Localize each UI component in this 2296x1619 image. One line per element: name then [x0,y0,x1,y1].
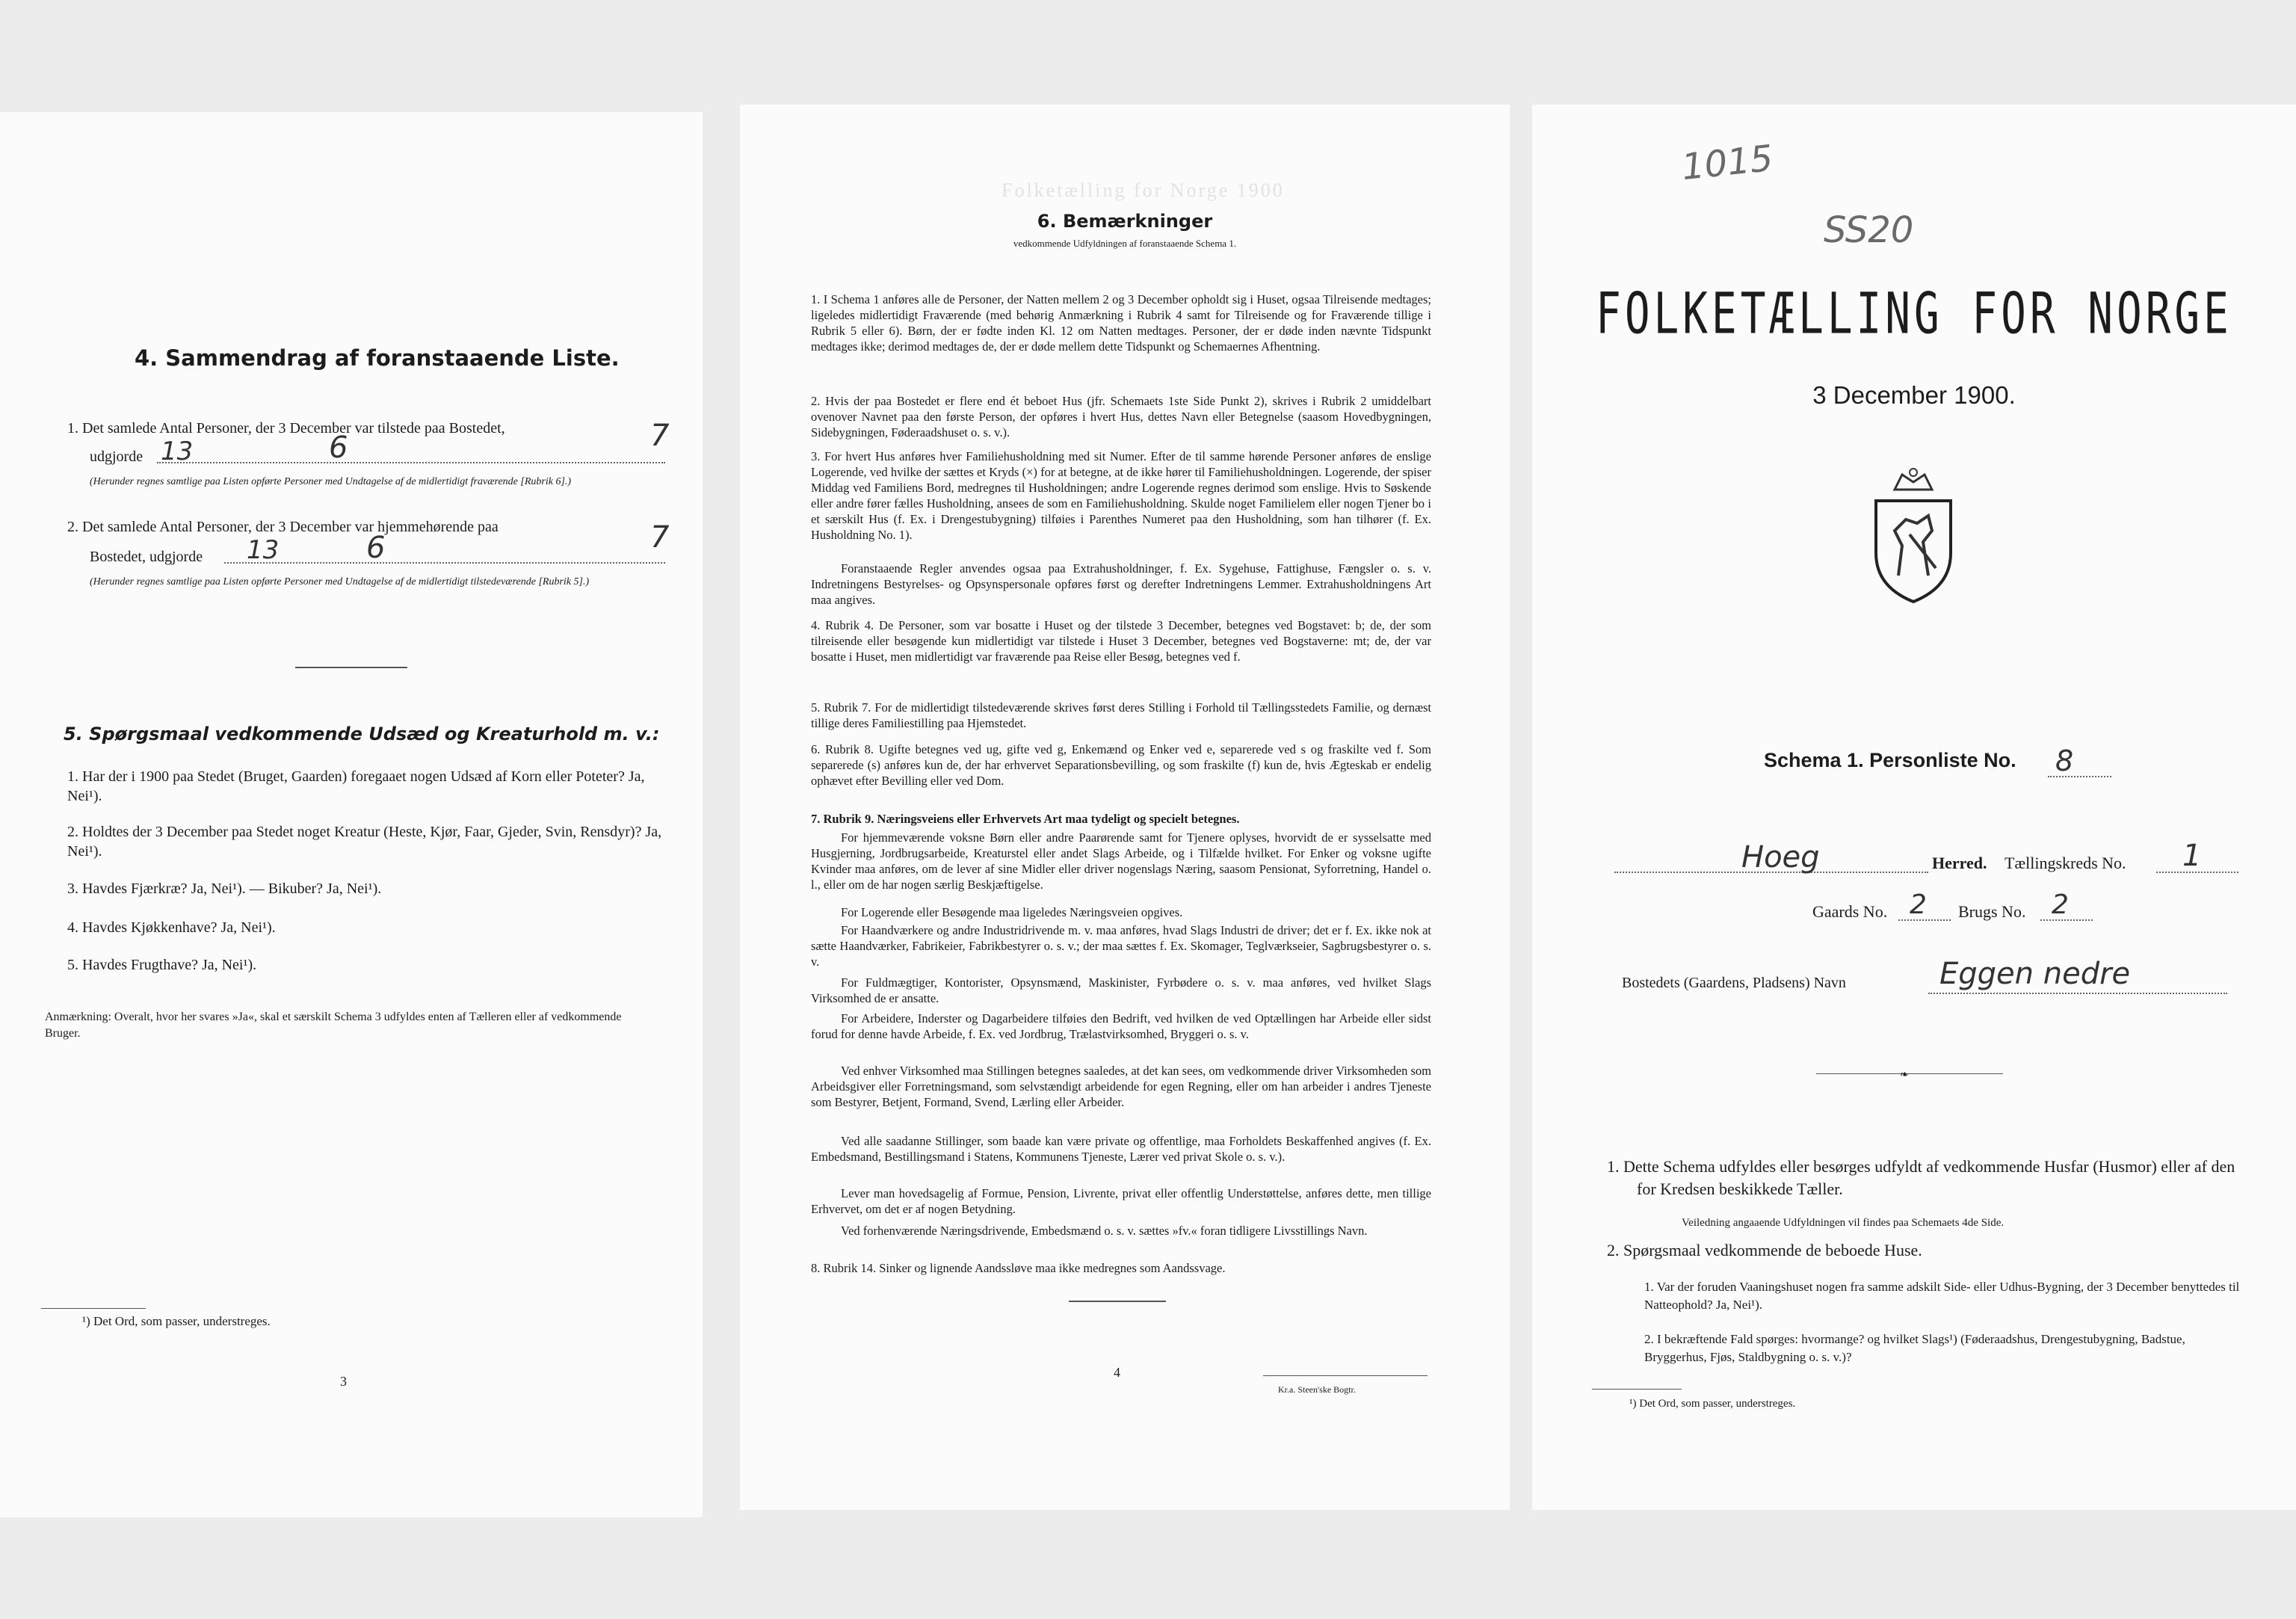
section5-title: 5. Spørgsmaal vedkommende Udsæd og Kreaturhold m. v.: [64,724,660,744]
instruction-1-note: Veiledning angaaende Udfyldningen vil findes paa Schemaets 4de Side. [1682,1217,2005,1229]
remark-7e: For Arbeidere, Inderster og Dagarbeidere tilføies den Bedrift, ved hvilken de ved Optællingen har Arbeide eller sidst forud for denne havde Arbeide, f. Ex. ved Jordbrug, Trælastvirksomhed, Bryggeri o. s. v. [811,1011,1431,1041]
q1-hand-female: 7 [650,419,670,453]
bosted-name: Eggen nedre [1939,957,2131,991]
gaards-label: Gaards No. [1812,902,1888,921]
q2-hand-male: 6 [366,531,386,565]
remark-7d: For Fuldmægtiger, Kontorister, Opsynsmænd, Maskinister, Fyrbødere o. s. v. maa anføres, ved hvilket Slags Virksomhed de er ansatte. [811,975,1431,1005]
remark-8: 8. Rubrik 14. Sinker og lignende Aandssløve maa ikke medregnes som Aandssvage. [811,1261,1226,1275]
remark-1: 1. I Schema 1 anføres alle de Personer, der Natten mellem 2 og 3 December opholdt sig i Huset, ogsaa Tilreisende medtages; ligeledes midlertidigt Fraværende (med behørig Anmærkning i Rubrik 4 samt for Tilreisende og for Fraværende tillige i Rubrik 5 eller 6). Børn, der er fødte inden Kl. 12 om Natten medtages. Personer, der er døde inden nævnte Tidspunkt medtages ikke; derimod medtages de, der er døde mellem dette Tidspunkt og Schemaernes Afhentning. [811,292,1431,354]
s5-q1: 1. Har der i 1900 paa Stedet (Bruget, Gaarden) foregaaet nogen Udsæd af Korn eller Poteter? Ja, Nei¹). [67,768,645,804]
instruction-2-q2: 2. I bekræftende Fald spørges: hvormange? og hvilket Slags¹) (Føderaadshus, Drengestubygning, Badstue, Bryggerhus, Fjøs, Staldbygning o. s. v.)? [1644,1332,2185,1364]
kreds-number: 1 [2182,839,2202,873]
kreds-label: Tællingskreds No. [2005,854,2126,872]
remark-7a: For hjemmeværende voksne Børn eller andre Paarørende samt for Tjenere oplyses, hvorvidt de er sysselsatte med Husgjerning, Jordbrugsarbeide, Kreaturstel eller andet Slags Arbeide, og i Tilfælde hvilket. For Enker og voksne ugifte Kvinder maa anføres, om de lever af sine Midler eller driver nogenslags Næring, saasom Pensionat, Syforretning, Handel o. l., eller om de har nogen særlig Beskjæftigelse. [811,830,1431,892]
brugs-label: Brugs No. [1958,902,2026,921]
hand-archive-number: 1015 [1679,137,1775,189]
remark-3b: Foranstaaende Regler anvendes ogsaa paa Extrahusholdninger, f. Ex. Sygehuse, Fattighuse, Fængsler o. s. v. Indretningens Bestyrelses- og Opsynspersonale opføres først og derefter Indretningens Lemmer. Extrahusholdningens Art maa angives. [811,561,1431,607]
brugs-number: 2 [2052,889,2069,920]
remark-3: 3. For hvert Hus anføres hver Familiehusholdning med sit Numer. Efter de til samme hørende Personer anføres de enslige Logerende, ved hvilke der sættes et Kryds (×) for at betegne, at de ikke hører til Familiehusholdningen. Logerende, der spiser Middag ved Familiens Bord, medregnes til Husholdningen; andre Logerende regnes derimod som enslige. Hvis to Søskende eller andre fører fælles Husholdning, ansees de som en Familiehusholdning. Skulde noget Familielem eller nogen Tjener bo i et særskilt Hus (f. Ex. i Drengestubygning) tilføies i Parenthes Numeret paa den Husholdning, som han tilhører (f. Ex. Husholdning No. 1). [811,449,1431,542]
q2-hand-female: 7 [650,520,670,555]
remark-7b: For Logerende eller Besøgende maa ligeledes Næringsveien opgives. [841,905,1183,919]
instruction-1: 1. Dette Schema udfyldes eller besørges udfyldt af vedkommende Husfar (Husmor) eller af den for Kredsen beskikkede Tæller. [1607,1157,2235,1198]
remark-6: 6. Rubrik 8. Ugifte betegnes ved ug, gifte ved g, Enkemænd og Enker ved e, separerede ved s og fraskilte ved f. Som separerede (s) anføres kun de, der har erhvervet Separationsbevilling, og som fraskilte (f) kun de, hvis Ægteskab er endelig ophævet efter Bevilling eller ved Dom. [811,742,1431,788]
s5-q3: 3. Havdes Fjærkræ? Ja, Nei¹). — Bikuber? Ja, Nei¹). [67,881,382,897]
coat-of-arms-icon [1865,463,1962,605]
section4-title: 4. Sammendrag af foranstaaende Liste. [135,345,620,371]
form-title: FOLKETÆLLING FOR NORGE [1596,281,2232,348]
herred-label: Herred. [1932,854,1987,872]
remark-7f: Ved enhver Virksomhed maa Stillingen betegnes saaledes, at det kan sees, om vedkommende driver Virksomheden som Arbeidsgiver eller Forretningsmand, som selvstændigt arbeidende for egen Regning, eller om han arbeider i andres Tjeneste som Bestyrer, Betjent, Formand, Svend, Lærling eller Arbeider. [811,1064,1431,1109]
q2-bostedet: Bostedet, udgjorde [90,549,203,565]
instruction-2: 2. Spørgsmaal vedkommende de beboede Huse. [1607,1241,1922,1259]
schema-label: Schema 1. Personliste No. [1764,749,2016,771]
ornament-divider-icon: ❧ [1900,1070,1909,1081]
q1-hand-male: 6 [329,431,348,465]
right-footnote: ¹) Det Ord, som passer, understreges. [1629,1398,1796,1410]
middle-page [740,105,1510,1510]
instruction-2-q1: 1. Var der foruden Vaaningshuset nogen fra samme adskilt Side- eller Udhus-Bygning, der 3 December benyttedes til Natteophold? Ja, Nei¹). [1644,1280,2240,1312]
q2-hand-total: 13 [247,535,280,565]
gaards-number: 2 [1910,889,1927,920]
remark-7c: For Haandværkere og andre Industridrivende m. v. maa anføres, hvad Slags Industri de driver; det er f. Ex. ikke nok at sætte Haandværker, Fabrikeier, Fabrikbestyrer o. s. v.; der maa sættes f. Ex. Skomager, Teglværkseier, Sagbrugsbestyrer o. s. v. [811,923,1431,969]
q2-text: 2. Det samlede Antal Personer, der 3 December var hjemmehørende paa [67,519,499,535]
right-page [1532,105,2296,1510]
remark-7g: Ved alle saadanne Stillinger, som baade kan være private og offentlige, maa Forholdets Beskaffenhed angives (f. Ex. Embedsmand, Bestillingsmand i Statens, Kommunens Tjeneste, Lærer ved privat Skole o. s. v.). [811,1134,1431,1164]
hand-reference: SS20 [1824,209,1914,251]
left-page-number: 3 [340,1374,347,1389]
q2-note: (Herunder regnes samtlige paa Listen opførte Personer med Undtagelse af de midlertidigt tilstedeværende [Rubrik 5].) [90,576,590,588]
remark-7i: Ved forhenværende Næringsdrivende, Embedsmænd o. s. v. sættes »fv.« foran tidligere Livsstillings Navn. [841,1224,1368,1238]
left-page [0,112,703,1517]
printer-mark: Kr.a. Steen'ske Bogtr. [1278,1384,1356,1395]
bosted-label: Bostedets (Gaardens, Pladsens) Navn [1622,975,1846,991]
remark-7h: Lever man hovedsagelig af Formue, Pension, Livrente, privat eller offentlig Understøttelse, anføres dette, men tillige Erhvervet, om det er af nogen Betydning. [811,1186,1431,1216]
anmaerkning: Anmærkning: Overalt, hvor her svares »Ja«, skal et særskilt Schema 3 udfyldes enten af Tælleren eller af vedkommende Bruger. [45,1011,622,1040]
q1-hand-total: 13 [161,437,194,466]
s5-q4: 4. Havdes Kjøkkenhave? Ja, Nei¹). [67,919,276,936]
middle-page-number: 4 [1114,1365,1120,1380]
remarks-title: 6. Bemærkninger [1037,211,1213,232]
s5-q5: 5. Havdes Frugthave? Ja, Nei¹). [67,957,257,973]
herred-name: Hoeg [1741,840,1820,875]
remark-4: 4. Rubrik 4. De Personer, som var bosatte i Huset og der tilstede 3 December, betegnes ved Bogstavet: b; de, der som tilreisende eller besøgende kun midlertidigt var tilstede i Huset 3 December, betegnes ved Bogstaverne: mt; de, der var bosatte i Huset, men midlertidigt var fraværende paa Reise eller Besøg, betegnes ved f. [811,618,1431,664]
remark-5: 5. Rubrik 7. For de midlertidigt tilstedeværende skrives først deres Stilling i Forhold til Tællingsstedets Familie, og dernæst tillige deres Familiestilling paa Hjemstedet. [811,700,1431,730]
left-footnote: ¹) Det Ord, som passer, understreges. [82,1314,271,1328]
s5-q2: 2. Holdtes der 3 December paa Stedet noget Kreatur (Heste, Kjør, Faar, Gjeder, Svin, Rensdyr)? Ja, Nei¹). [67,824,662,860]
q1-udgjorde: udgjorde [90,448,144,465]
form-date: 3 December 1900. [1812,381,2016,409]
personliste-number: 8 [2055,744,2074,777]
remark-2: 2. Hvis der paa Bostedet er flere end ét beboet Hus (jfr. Schemaets 1ste Side Punkt 2), skrives i Rubrik 2 umiddelbart ovenover Navnet paa den første Person, der opføres i hvert Hus, dettes Navn eller Betegnelse (saasom Hovedbygningen, Sidebygningen, Føderaadshuset o. s. v.). [811,394,1431,440]
q1-note: (Herunder regnes samtlige paa Listen opførte Personer med Undtagelse af de midlertidigt fraværende [Rubrik 6].) [90,476,572,487]
q1-text: 1. Det samlede Antal Personer, der 3 December var tilstede paa Bostedet, [67,420,505,437]
remarks-subtitle: vedkommende Udfyldningen af foranstaaende Schema 1. [1013,238,1237,249]
faint-show-through: Folketælling for Norge 1900 [1002,179,1285,201]
remark-7: 7. Rubrik 9. Næringsveiens eller Erhvervets Art maa tydeligt og specielt betegnes. [811,812,1240,826]
